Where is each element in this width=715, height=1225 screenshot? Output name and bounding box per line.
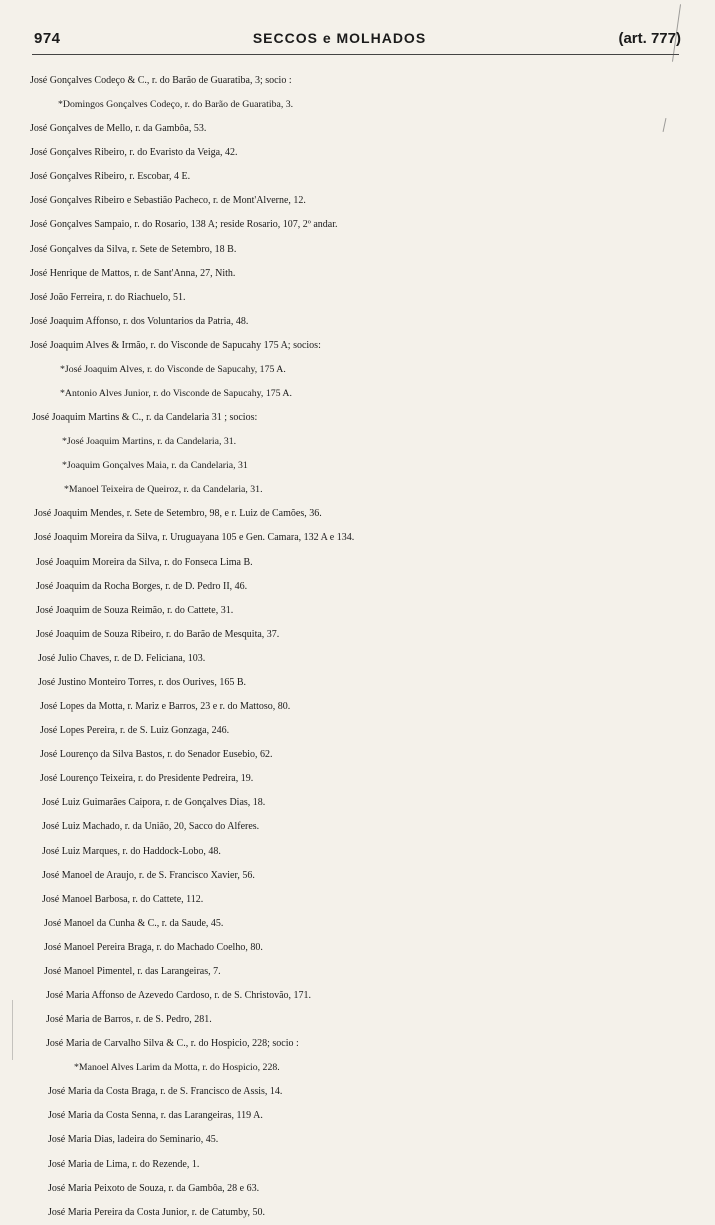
article-reference: (art. 777) — [618, 30, 681, 47]
directory-entry: José Joaquim Alves & Irmão, r. do Visconde de Sapucahy 175 A; socios: — [30, 339, 321, 351]
directory-entry: José Gonçalves Codeço & C., r. do Barão de Guaratiba, 3; socio : — [30, 75, 292, 86]
directory-entry: José Maria da Costa Senna, r. das Larangeiras, 119 A. — [48, 1110, 263, 1122]
directory-entry: José Gonçalves de Mello, r. da Gambôa, 53. — [30, 123, 207, 135]
section-title: SECCOS e MOLHADOS — [252, 30, 427, 46]
entry-list — [0, 69, 715, 1225]
directory-entry: José Luiz Machado, r. da União, 20, Sacco do Alferes. — [42, 821, 260, 833]
partner-entry: *José Joaquim Martins, r. da Candelaria, 31. — [62, 436, 237, 448]
directory-entry: José Maria Affonso de Azevedo Cardoso, r. de S. Christovão, 171. — [46, 989, 312, 1001]
directory-entry: José Manoel Barbosa, r. do Cattete, 112. — [42, 893, 204, 905]
directory-entry: José Joaquim Affonso, r. dos Voluntarios da Patria, 48. — [30, 315, 249, 327]
partner-entry: *José Joaquim Alves, r. do Visconde de Sapucahy, 175 A. — [60, 363, 286, 375]
directory-entry: José Joaquim da Rocha Borges, r. de D. Pedro II, 46. — [36, 580, 248, 592]
directory-entry: José Maria Pereira da Costa Junior, r. de Catumby, 50. — [48, 1206, 265, 1218]
directory-entry: José Gonçalves da Silva, r. Sete de Setembro, 18 B. — [30, 243, 237, 255]
directory-entry: José Maria Peixoto de Souza, r. da Gambôa, 28 e 63. — [48, 1182, 260, 1194]
directory-entry: José Maria da Costa Braga, r. de S. Francisco de Assis, 14. — [48, 1086, 283, 1098]
directory-entry: José Luiz Guimarães Caipora, r. de Gonçalves Dias, 18. — [42, 797, 266, 809]
directory-entry: José Justino Monteiro Torres, r. dos Ourives, 165 B. — [38, 676, 246, 688]
directory-entry: José João Ferreira, r. do Riachuelo, 51. — [30, 291, 186, 303]
partner-entry: *Domingos Gonçalves Codeço, r. do Barão de Guaratiba, 3. — [58, 99, 294, 111]
directory-entry: José Henrique de Mattos, r. de Sant'Anna, 27, Nith. — [30, 267, 236, 279]
directory-entry: José Lourenço Teixeira, r. do Presidente Pedreira, 19. — [40, 773, 254, 785]
directory-entry: José Manoel da Cunha & C., r. da Saude, 45. — [44, 917, 224, 929]
partner-entry: *Manoel Teixeira de Queiroz, r. da Candelaria, 31. — [64, 484, 263, 496]
directory-entry: José Maria Dias, ladeira do Seminario, 45. — [48, 1134, 219, 1146]
directory-entry: José Joaquim Martins & C., r. da Candelaria 31 ; socios: — [32, 412, 258, 424]
directory-entry: José Joaquim de Souza Reimão, r. do Cattete, 31. — [36, 604, 234, 616]
partner-entry: *Manoel Alves Larim da Motta, r. do Hospicio, 228. — [74, 1062, 280, 1074]
directory-entry: José Luiz Marques, r. do Haddock-Lobo, 48. — [42, 845, 221, 857]
directory-entry: José Gonçalves Ribeiro, r. Escobar, 4 E. — [30, 171, 191, 183]
page-header — [34, 30, 681, 52]
directory-entry: José Joaquim Moreira da Silva, r. do Fonseca Lima B. — [36, 556, 253, 568]
partner-entry: *Antonio Alves Junior, r. do Visconde de Sapucahy, 175 A. — [60, 388, 292, 400]
page-number: 974 — [34, 30, 61, 47]
partner-entry: *Joaquim Gonçalves Maia, r. da Candelaria, 31 — [62, 460, 248, 472]
directory-entry: José Joaquim Moreira da Silva, r. Uruguayana 105 e Gen. Camara, 132 A e 134. — [34, 532, 355, 544]
directory-entry: José Manoel Pimentel, r. das Larangeiras, 7. — [44, 965, 221, 977]
directory-entry: José Lopes da Motta, r. Mariz e Barros, 23 e r. do Mattoso, 80. — [40, 701, 291, 713]
header-rule — [32, 54, 679, 55]
directory-entry: José Gonçalves Ribeiro e Sebastião Pacheco, r. de Mont'Alverne, 12. — [30, 195, 306, 207]
directory-entry: José Gonçalves Ribeiro, r. do Evaristo da Veiga, 42. — [30, 147, 238, 159]
directory-entry: José Lourenço da Silva Bastos, r. do Senador Eusebio, 62. — [40, 749, 273, 761]
directory-entry: José Maria de Lima, r. do Rezende, 1. — [48, 1158, 200, 1170]
directory-entry: José Maria de Carvalho Silva & C., r. do Hospicio, 228; socio : — [46, 1038, 299, 1050]
directory-entry: José Maria de Barros, r. de S. Pedro, 281. — [46, 1014, 212, 1026]
directory-entry: José Joaquim Mendes, r. Sete de Setembro, 98, e r. Luiz de Camões, 36. — [34, 508, 322, 520]
directory-entry: José Julio Chaves, r. de D. Feliciana, 103. — [38, 652, 206, 664]
margin-mark — [12, 1000, 13, 1060]
directory-entry: José Joaquim de Souza Ribeiro, r. do Barão de Mesquita, 37. — [36, 628, 280, 640]
directory-entry: José Lopes Pereira, r. de S. Luiz Gonzaga, 246. — [40, 725, 230, 737]
directory-entry: José Gonçalves Sampaio, r. do Rosario, 138 A; reside Rosario, 107, 2º andar. — [30, 219, 338, 231]
directory-entry: José Manoel Pereira Braga, r. do Machado Coelho, 80. — [44, 941, 263, 953]
directory-entry: José Manoel de Araujo, r. de S. Francisco Xavier, 56. — [42, 869, 255, 881]
